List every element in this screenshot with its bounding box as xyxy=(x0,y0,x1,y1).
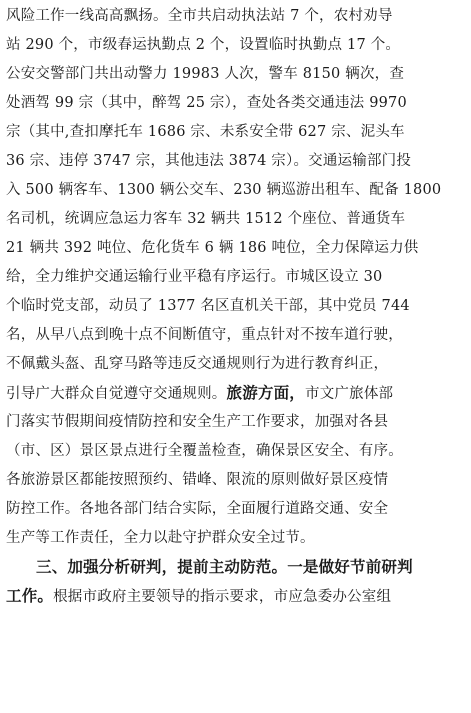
text-segment: 处酒驾 99 宗（其中，醉驾 25 宗），查处各类交通违法 9970 xyxy=(6,95,407,111)
text-segment: 给，全力维护交通运输行业平稳有序运行。市城区设立 30 xyxy=(6,269,383,285)
text-line xyxy=(6,89,466,118)
text-line xyxy=(6,553,466,582)
text-segment: 各旅游景区都能按照预约、错峰、限流的原则做好景区疫情 xyxy=(6,472,389,488)
text-line xyxy=(6,234,466,263)
text-segment: 名，从早八点到晚十点不间断值守，重点针对不按车道行驶， xyxy=(6,327,403,343)
text-line xyxy=(6,321,466,350)
text-line xyxy=(6,176,466,205)
text-line xyxy=(6,31,466,60)
document-body xyxy=(6,2,466,611)
text-segment: 根据市政府主要领导的指示要求，市应急委办公室组 xyxy=(53,589,392,605)
text-segment: （市、区）景区景点进行全覆盖检查，确保景区安全、有序。 xyxy=(6,443,403,459)
text-line xyxy=(6,437,466,466)
text-line xyxy=(6,466,466,495)
text-segment: 21 辆共 392 吨位、危化货车 6 辆 186 吨位，全力保障运力供 xyxy=(6,240,419,256)
text-line xyxy=(6,205,466,234)
text-line xyxy=(6,408,466,437)
bold-text-segment: 工作。 xyxy=(6,587,54,605)
text-line xyxy=(6,118,466,147)
text-line xyxy=(6,582,466,611)
text-line xyxy=(6,379,466,408)
text-segment: 入 500 辆客车、1300 辆公交车、230 辆巡游出租车、配备 1800 xyxy=(6,182,442,198)
text-line xyxy=(6,350,466,379)
text-segment: 风险工作一线高高飘扬。全市共启动执法站 7 个，农村劝导 xyxy=(6,8,393,24)
text-line xyxy=(6,524,466,553)
text-line xyxy=(6,495,466,524)
text-line xyxy=(6,292,466,321)
text-segment: 宗（其中,查扣摩托车 1686 宗、未系安全带 627 宗、泥头车 xyxy=(6,124,405,140)
text-line xyxy=(6,147,466,176)
text-line xyxy=(6,263,466,292)
text-segment: 门落实节假期间疫情防控和安全生产工作要求，加强对各县 xyxy=(6,414,389,430)
text-line xyxy=(6,60,466,89)
text-segment: 生产等工作责任，全力以赴守护群众安全过节。 xyxy=(6,530,315,546)
text-segment: 公安交警部门共出动警力 19983 人次，警车 8150 辆次，查 xyxy=(6,66,405,82)
text-segment: 防控工作。各地各部门结合实际，全面履行道路交通、安全 xyxy=(6,501,389,517)
text-segment: 不佩戴头盔、乱穿马路等违反交通规则行为进行教育纠正， xyxy=(6,356,389,372)
text-segment: 站 290 个，市级春运执勤点 2 个，设置临时执勤点 17 个。 xyxy=(6,37,401,53)
text-line xyxy=(6,2,466,31)
bold-text-segment: 三、加强分析研判，提前主动防范。一是做好节前研判 xyxy=(36,558,413,576)
text-segment: 市文广旅体部 xyxy=(305,386,394,402)
bold-text-segment: 旅游方面， xyxy=(226,384,306,402)
text-segment: 个临时党支部，动员了 1377 名区直机关干部，其中党员 744 xyxy=(6,298,410,314)
text-segment: 引导广大群众自觉遵守交通规则。 xyxy=(6,386,227,402)
text-segment: 名司机，统调应急运力客车 32 辆共 1512 个座位、普通货车 xyxy=(6,211,406,227)
text-segment: 36 宗、违停 3747 宗，其他违法 3874 宗）。交通运输部门投 xyxy=(6,153,412,169)
